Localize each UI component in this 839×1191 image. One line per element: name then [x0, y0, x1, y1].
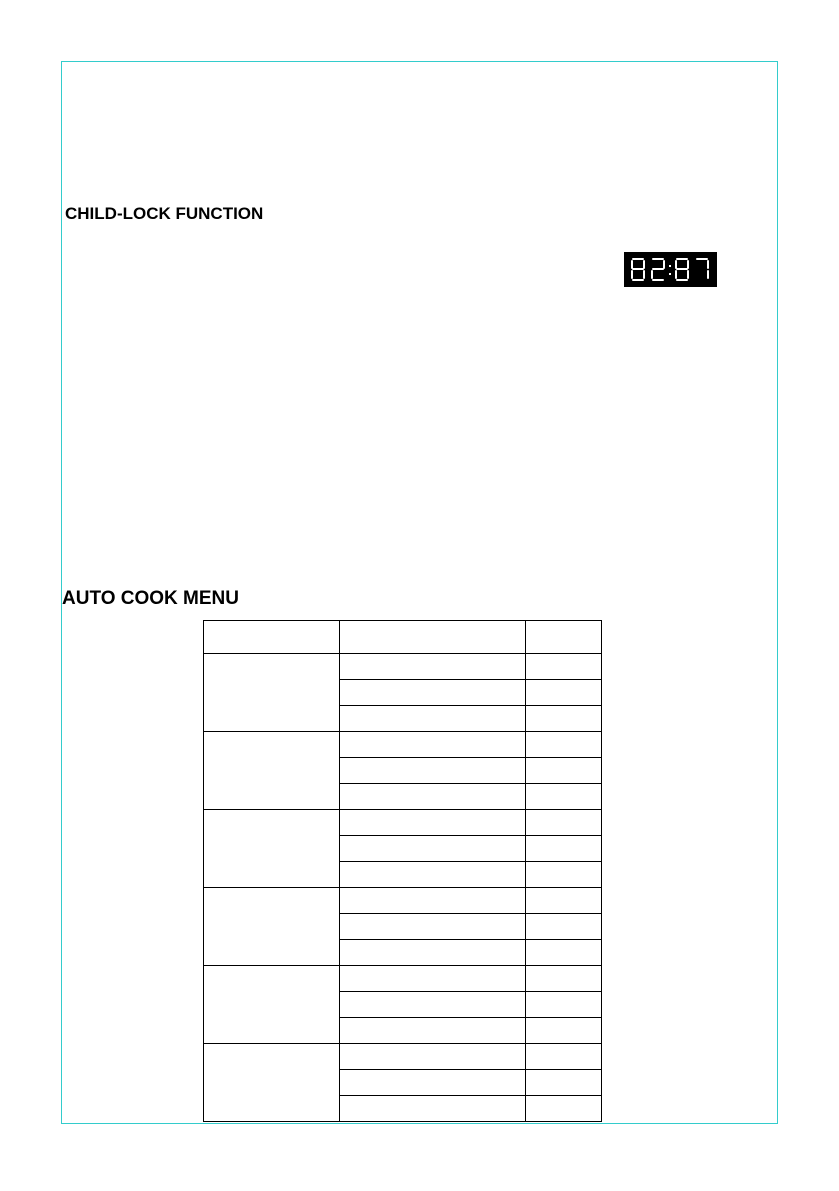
- table-cell: [340, 836, 526, 862]
- table-cell: [526, 758, 602, 784]
- table-cell: [340, 940, 526, 966]
- table-cell: [526, 1018, 602, 1044]
- table-cell: [526, 732, 602, 758]
- table-cell: [526, 862, 602, 888]
- table-cell: [526, 888, 602, 914]
- table-cell: [340, 706, 526, 732]
- table-cell: [526, 1096, 602, 1122]
- menu-group-cell: [204, 888, 340, 966]
- menu-group-cell: [204, 654, 340, 732]
- menu-group-cell: [204, 966, 340, 1044]
- table-cell: [340, 732, 526, 758]
- table-row: [204, 732, 602, 758]
- table-cell: [340, 810, 526, 836]
- table-cell: [340, 1044, 526, 1070]
- table-cell: [526, 810, 602, 836]
- table-header-row: [204, 621, 602, 654]
- table-cell: [526, 836, 602, 862]
- table-cell: [340, 680, 526, 706]
- table-cell: [340, 914, 526, 940]
- table-header-cell: [340, 621, 526, 654]
- table-cell: [526, 914, 602, 940]
- table-cell: [340, 888, 526, 914]
- table-cell: [526, 1044, 602, 1070]
- table-cell: [340, 862, 526, 888]
- table-cell: [340, 1070, 526, 1096]
- table-cell: [526, 1070, 602, 1096]
- table-row: [204, 654, 602, 680]
- table-cell: [526, 940, 602, 966]
- menu-group-cell: [204, 810, 340, 888]
- table-header-cell: [526, 621, 602, 654]
- table-cell: [526, 654, 602, 680]
- lcd-display-icon: [624, 252, 717, 287]
- table-cell: [340, 992, 526, 1018]
- table-cell: [340, 784, 526, 810]
- child-lock-heading: CHILD-LOCK FUNCTION: [65, 204, 264, 223]
- table-cell: [526, 784, 602, 810]
- menu-group-cell: [204, 1044, 340, 1122]
- table-row: [204, 1044, 602, 1070]
- table-row: [204, 966, 602, 992]
- table-cell: [340, 1018, 526, 1044]
- table-cell: [526, 992, 602, 1018]
- auto-cook-table: [203, 620, 602, 1122]
- menu-group-cell: [204, 732, 340, 810]
- table-cell: [526, 966, 602, 992]
- table-cell: [340, 654, 526, 680]
- auto-cook-menu-heading: AUTO COOK MENU: [62, 588, 239, 609]
- table-cell: [340, 966, 526, 992]
- table-row: [204, 888, 602, 914]
- table-cell: [340, 758, 526, 784]
- table-row: [204, 810, 602, 836]
- table-cell: [526, 680, 602, 706]
- table-header-cell: [204, 621, 340, 654]
- table-cell: [526, 706, 602, 732]
- table-cell: [340, 1096, 526, 1122]
